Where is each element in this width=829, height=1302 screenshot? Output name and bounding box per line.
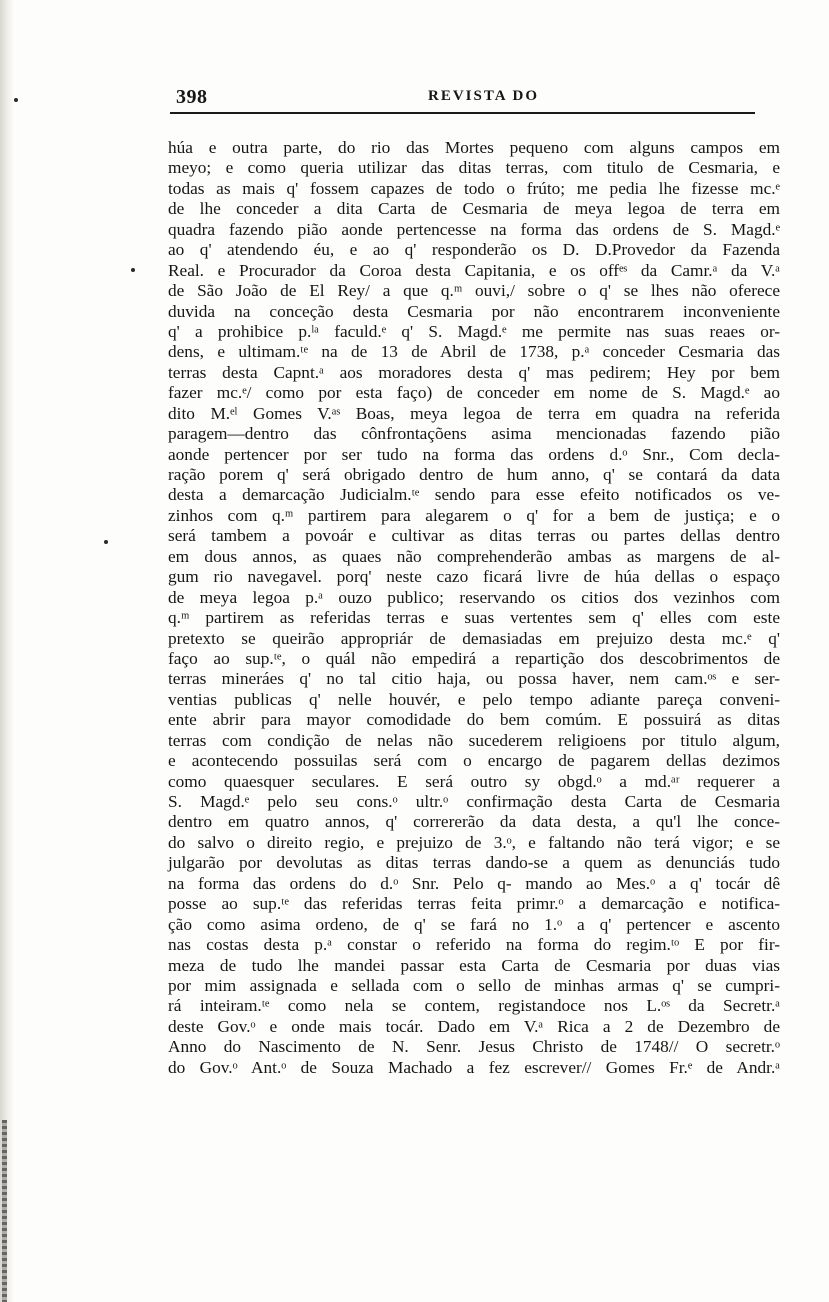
text-line: S. Magd.ᵉ pelo seu cons.ᵒ ultr.ᵒ confirmação desta Carta de Cesmaria [168, 792, 780, 811]
text-line: de São João de El Rey/ a que q.ᵐ ouvi,/ sobre o q' se lhes não oferece [168, 281, 780, 301]
text-line: rá inteiram.ᵗᵉ como nela se contem, registandoce nos L.ᵒˢ da Secretr.ᵃ [168, 996, 780, 1016]
text-line: de meya legoa p.ᵃ ouzo publico; reservando os citios dos vezinhos com [168, 587, 780, 607]
text-line: ção como asima ordeno, de q' se fará no 1.ᵒ a q' pertencer e ascento [168, 914, 780, 934]
text-line: terras com condição de nelas não sucederem religioens por titulo algum, [168, 730, 780, 750]
text-line: dito M.ᵉˡ Gomes V.ᵃˢ Boas, meya legoa de terra em quadra na referida [168, 403, 780, 423]
text-line: faço ao sup.ᵗᵉ, o quál não empedirá a repartição dos descobrimentos de [168, 648, 780, 668]
text-line: aonde pertencer por ser tudo na forma das ordens d.ᵒ Snr., Com decla- [168, 444, 780, 464]
text-line: e acontecendo possuilas será com o encargo de pagarem dellas dezimos [168, 751, 780, 771]
text-line: quadra fazendo pião aonde pertencesse na forma das ordens de S. Magd.ᵉ [168, 219, 780, 239]
text-line: ente abrir para mayor comodidade do bem comúm. E possuirá as ditas [168, 710, 780, 730]
text-line: ventias publicas q' nelle houvér, e pelo tempo adiante pareça conveni- [168, 689, 780, 709]
running-head-title: REVISTA DO [428, 88, 539, 104]
header-rule [170, 112, 755, 114]
text-line: ao q' atendendo éu, e ao q' responderão os D. D.Provedor da Fazenda [168, 240, 780, 260]
text-line: pretexto se queirão appropriár de demasiadas em prejuizo desta mc.ᵉ q' [168, 628, 780, 648]
binding-shadow-strip [2, 1120, 7, 1302]
print-speck [14, 98, 18, 102]
text-line: terras desta Capnt.ᵃ aos moradores desta q' mas pedirem; Hey por bem [168, 362, 780, 382]
text-line: Real. e Procurador da Coroa desta Capitania, e os offᵉˢ da Camr.ᵃ da V.ᵃ [168, 260, 780, 280]
text-line: deste Gov.ᵒ e onde mais tocár. Dado em V.ᵃ Rica a 2 de Dezembro de [168, 1016, 780, 1036]
text-line: desta a demarcação Judicialm.ᵗᵉ sendo para esse efeito notificados os ve- [168, 485, 780, 505]
text-line: meza de tudo lhe mandei passar esta Carta de Cesmaria por duas vias [168, 955, 780, 975]
text-line: duvida na conceção desta Cesmaria por não encontrarem inconveniente [168, 301, 780, 321]
page-number: 398 [176, 86, 208, 108]
text-line: nas costas desta p.ᵃ constar o referido na forma do regim.ᵗᵒ E por fir- [168, 935, 780, 955]
text-line: Anno do Nascimento de N. Senr. Jesus Christo de 1748// O secretr.ᵒ [168, 1037, 780, 1057]
text-line: q' a prohibice p.ˡᵃ faculd.ᵉ q' S. Magd.ᵉ me permite nas suas reaes or- [168, 321, 780, 341]
text-line: do salvo o direito regio, e prejuizo de 3.ᵒ, e faltando não terá vigor; e se [168, 832, 780, 852]
text-line: gum rio navegavel. porq' neste cazo ficará livre de húa dellas o espaço [168, 567, 780, 587]
document-body [168, 138, 780, 1099]
text-line: meyo; e como queria utilizar das ditas terras, com titulo de Cesmaria, e [168, 158, 780, 178]
text-line: do Gov.ᵒ Ant.ᵒ de Souza Machado a fez escrever// Gomes Fr.ᵉ de Andr.ᵃ [168, 1057, 780, 1077]
text-line: zinhos com q.ᵐ partirem para alegarem o q' for a bem de justiça; e o [168, 505, 780, 525]
print-speck [104, 540, 108, 544]
text-line: julgarão por devolutas as ditas terras dando-se a quem as denunciás tudo [168, 853, 780, 873]
text-line: todas as mais q' fossem capazes de todo o frúto; me pedia lhe fizesse mc.ᵉ [168, 178, 780, 198]
text-line: q.ᵐ partirem as referidas terras e suas vertentes sem q' elles com este [168, 608, 780, 628]
text-line: paragem—dentro das cônfrontaçõens asima mencionadas fazendo pião [168, 424, 780, 444]
text-line: na forma das ordens do d.ᵒ Snr. Pelo q- mando ao Mes.ᵒ a q' tocár dê [168, 873, 780, 893]
text-line: será tambem a povoár e cultivar as ditas terras ou partes dellas dentro [168, 526, 780, 546]
text-line: posse ao sup.ᵗᵉ das referidas terras feita primr.ᵒ a demarcação e notifica- [168, 894, 780, 914]
text-line: terras mineráes q' no tal citio haja, ou possa haver, nem cam.ᵒˢ e ser- [168, 669, 780, 689]
print-speck [131, 268, 135, 272]
text-line [168, 1078, 780, 1098]
text-line: como quaesquer seculares. E será outro sy obgd.ᵒ a md.ᵃʳ requerer a [168, 771, 780, 791]
text-line: dentro em quatro annos, q' corrererão da data desta, a qu'l lhe conce- [168, 812, 780, 832]
text-line: fazer mc.ᵉ/ como por esta faço) de conceder em nome de S. Magd.ᵉ ao [168, 383, 780, 403]
text-line: em dous annos, as quaes não comprehenderão ambas as margens de al- [168, 546, 780, 566]
text-line: dens, e ultimam.ᵗᵉ na de 13 de Abril de 1738, p.ᵃ conceder Cesmaria das [168, 342, 780, 362]
text-line: húa e outra parte, do rio das Mortes pequeno com alguns campos em [168, 138, 780, 157]
page-binding-edge [0, 0, 14, 1302]
text-line: por mim assignada e sellada com o sello de minhas armas q' se cumpri- [168, 975, 780, 995]
text-line: de lhe conceder a dita Carta de Cesmaria de meya legoa de terra em [168, 199, 780, 219]
text-line: ração porem q' será obrigado dentro de hum anno, q' se contará da data [168, 465, 780, 484]
